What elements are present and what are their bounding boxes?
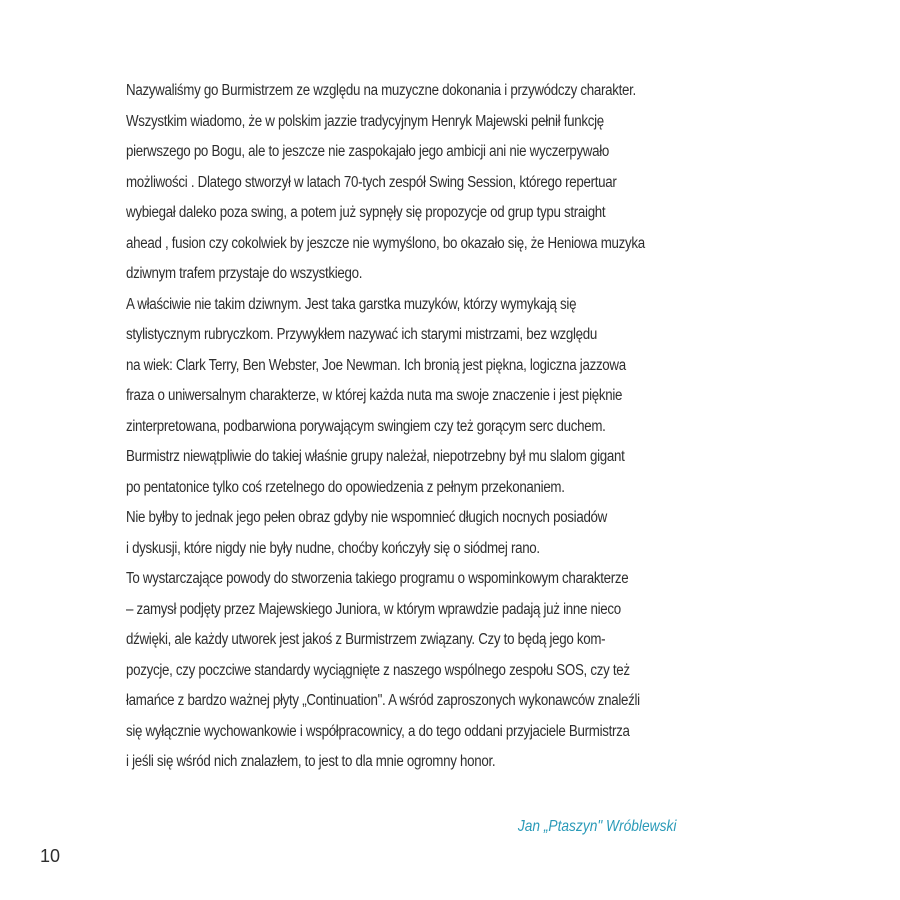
text-line: Nazywaliśmy go Burmistrzem ze względu na muzyczne dokonania i przywódczy charakter. [126,82,636,99]
text-line: stylistycznym rubryczkom. Przywykłem nazywać ich starymi mistrzami, bez względu [126,326,598,343]
text-line: Burmistrz niewątpliwie do takiej właśnie grupy należał, niepotrzebny był mu slalom gigant [126,448,625,465]
text-line: fraza o uniwersalnym charakterze, w której każda nuta ma swoje znaczenie i jest pięknie [126,387,623,404]
text-line: na wiek: Clark Terry, Ben Webster, Joe Newman. Ich bronią jest piękna, logiczna jazzowa [126,356,626,374]
text-line: po pentatonice tylko coś rzetelnego do opowiedzenia z pełnym przekonaniem. [126,478,565,496]
text-line: się wyłącznie wychowankowie i współpracownicy, a do tego oddani przyjaciele Burmistrza [126,722,630,740]
text-line: zinterpretowana, podbarwiona porywającym swingiem czy też gorącym serc duchem. [126,417,606,435]
text-line: możliwości . Dlatego stworzył w latach 70-tych zespół Swing Session, którego repertuar [126,173,617,191]
text-line: To wystarczające powody do stworzenia takiego programu o wspominkowym charakterze [126,570,629,587]
body-text [126,76,686,778]
text-line: Wszystkim wiadomo, że w polskim jazzie tradycyjnym Henryk Majewski pełnił funkcję [126,112,604,130]
text-line: dźwięki, ale każdy utworek jest jakoś z Burmistrzem związany. Czy to będą jego kom- [126,631,606,648]
text-line: i dyskusji, które nigdy nie były nudne, choćby kończyły się o siódmej rano. [126,539,540,557]
text-line: dziwnym trafem przystaje do wszystkiego. [126,265,363,282]
page-number: 10 [40,846,61,866]
text-line: Nie byłby to jednak jego pełen obraz gdyby nie wspomnieć długich nocnych posiadów [126,509,607,526]
text-line: wybiegał daleko poza swing, a potem już sypnęły się propozycje od grup typu straight [126,204,606,221]
author-signature: Jan „Ptaszyn" Wróblewski [517,818,676,835]
text-line: – zamysł podjęty przez Majewskiego Juniora, w którym wprawdzie padają już inne nieco [126,600,621,618]
text-line: pierwszego po Bogu, ale to jeszcze nie zaspokajało jego ambicji ani nie wyczerpywało [126,143,610,160]
text-line: i jeśli się wśród nich znalazłem, to jest to dla mnie ogromny honor. [126,753,496,770]
text-line: ahead , fusion czy cokolwiek by jeszcze nie wymyślono, bo okazało się, że Heniowa muzyka [126,234,645,252]
text-line: A właściwie nie takim dziwnym. Jest taka garstka muzyków, którzy wymykają się [126,295,577,313]
text-line: łamańce z bardzo ważnej płyty „Continuation". A wśród zaproszonych wykonawców znaleźli [126,692,640,709]
text-line: pozycje, czy poczciwe standardy wyciągnięte z naszego wspólnego zespołu SOS, czy też [126,661,630,679]
